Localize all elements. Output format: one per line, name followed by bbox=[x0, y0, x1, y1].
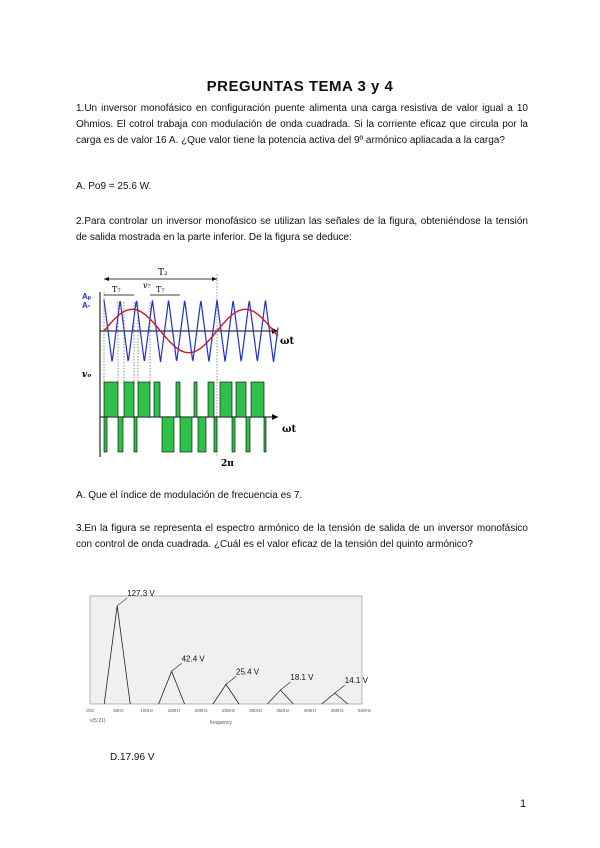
negative-pulse bbox=[198, 417, 206, 452]
x-tick-label: 50Hz bbox=[113, 708, 124, 713]
negative-pulse bbox=[264, 417, 266, 452]
label-v7: v₇ bbox=[143, 281, 151, 290]
positive-pulse bbox=[154, 382, 160, 417]
negative-pulse bbox=[180, 417, 192, 452]
negative-pulse bbox=[134, 417, 137, 452]
positive-pulse bbox=[176, 382, 180, 417]
positive-pulse bbox=[251, 382, 264, 417]
question-3-answer: D.17.96 V bbox=[110, 752, 155, 763]
question-2-answer: A. Que el índice de modulación de frecuencia es 7. bbox=[76, 490, 303, 501]
label-t7-left: T₇ bbox=[112, 285, 121, 294]
x-tick-label: Ohz bbox=[86, 708, 95, 713]
positive-pulse bbox=[194, 382, 197, 417]
positive-pulse bbox=[220, 382, 232, 417]
peak-label: 25.4 V bbox=[236, 667, 260, 677]
label-2pi: 2π bbox=[221, 459, 234, 467]
chart-plot-area bbox=[90, 596, 362, 704]
negative-pulse bbox=[118, 417, 123, 452]
peak-label: 127.3 V bbox=[127, 590, 155, 598]
t2-arrow-left bbox=[104, 277, 109, 281]
x-tick-label: 300Hz bbox=[249, 708, 263, 713]
negative-pulse bbox=[214, 417, 217, 452]
output-pulse-train bbox=[104, 382, 266, 452]
x-tick-label: 250Hz bbox=[222, 708, 236, 713]
label-wt-top: ωt bbox=[280, 336, 295, 347]
peak-label: 18.1 V bbox=[290, 673, 314, 683]
label-ad: Aₚ bbox=[82, 292, 92, 301]
x-tick-label: 350Hz bbox=[276, 708, 290, 713]
legend-label: v(5:21) bbox=[90, 718, 106, 724]
question-1-answer: A. Po9 = 25.6 W. bbox=[76, 181, 152, 192]
page-title: PREGUNTAS TEMA 3 y 4 bbox=[206, 78, 394, 95]
x-tick-label: 400Hz bbox=[303, 708, 317, 713]
harmonic-spectrum-chart bbox=[82, 590, 372, 730]
question-2-text: 2.Para controlar un inversor monofásico se utilizan las señales de la figura, obteniéndose la tensión de salida mostrada en la parte inferior. De la figura se deduce: bbox=[76, 216, 528, 243]
peak-label: 42.4 V bbox=[181, 654, 205, 664]
x-tick-label: 450Hz bbox=[330, 708, 344, 713]
label-a: A- bbox=[82, 301, 91, 310]
x-tick-label: 100Hz bbox=[140, 708, 154, 713]
negative-pulse bbox=[232, 417, 235, 452]
positive-pulse bbox=[236, 382, 246, 417]
negative-pulse bbox=[162, 417, 174, 452]
label-vo: vₒ bbox=[82, 370, 92, 380]
x-tick-label: 500Hz bbox=[358, 708, 372, 713]
t2-arrow-right bbox=[212, 277, 217, 281]
x-tick-label: 200Hz bbox=[194, 708, 208, 713]
page-number: 1 bbox=[520, 798, 527, 810]
positive-pulse bbox=[104, 382, 118, 417]
label-wt-bottom: ωt bbox=[282, 424, 297, 435]
negative-pulse bbox=[104, 417, 107, 452]
pwm-modulation-figure bbox=[80, 262, 310, 467]
question-3-text: 3.En la figura se representa el espectro armónico de la tensión de salida de un inversor monofásico con control de onda cuadrada. ¿Cuál es el valor eficaz de la tensión del quinto armónico? bbox=[76, 523, 528, 550]
peak-label: 14.1 V bbox=[344, 676, 368, 686]
positive-pulse bbox=[124, 382, 134, 417]
x-axis-label: frequency bbox=[210, 720, 232, 726]
label-t2: T₂ bbox=[158, 268, 168, 278]
bottom-x-arrow bbox=[272, 414, 278, 420]
spectrum-tick-labels bbox=[86, 708, 372, 713]
x-tick-label: 150Hz bbox=[167, 708, 181, 713]
label-t7-right: T₇ bbox=[156, 285, 165, 294]
positive-pulse bbox=[138, 382, 150, 417]
positive-pulse bbox=[208, 382, 214, 417]
question-1-text: 1.Un inversor monofásico en configuración puente alimenta una carga resistiva de valor igual a 10 Ohmios. El cotrol trabaja con modulación de onda cuadrada. Si la corriente eficaz que circula por la carga es de valor 16 A. ¿Que valor tiene la potencia activa del 9º armónico apliacada a la carga? bbox=[76, 103, 528, 146]
negative-pulse bbox=[246, 417, 250, 452]
